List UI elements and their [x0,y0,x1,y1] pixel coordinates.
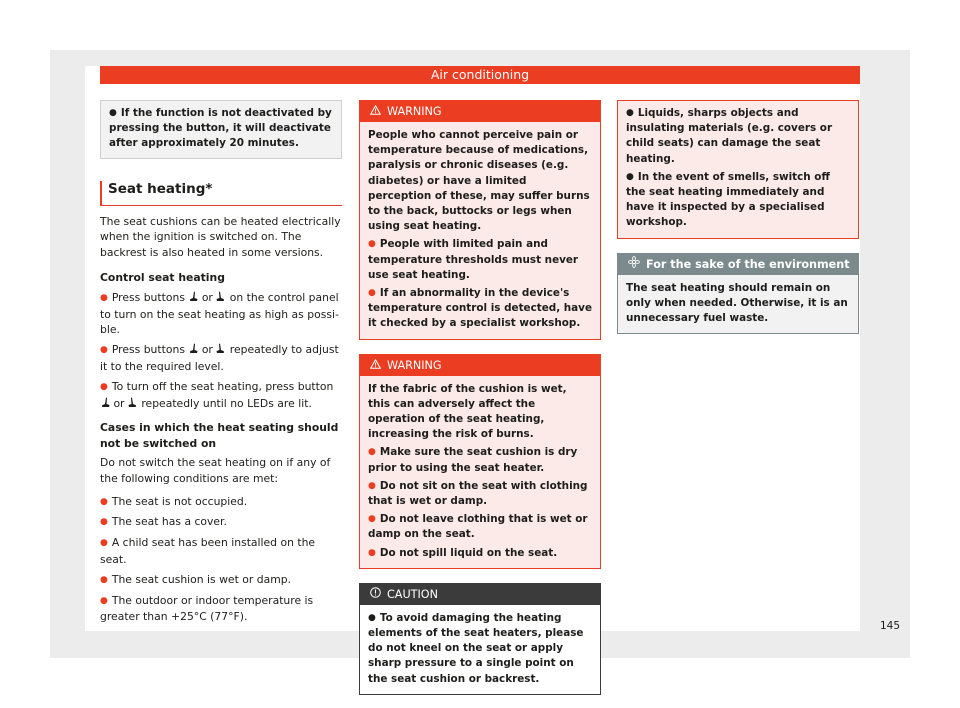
bullet-icon: ● [100,381,108,392]
warning-item [368,445,592,475]
intro-paragraph: The seat cushions can be heated electrically when the ignition is switched on. The backrest is also heated in some versions. [100,214,341,260]
warning-triangle-icon [370,359,381,369]
item-text: Make sure the seat cushion is dry prior to using the seat heater. [368,446,578,474]
control-item [100,342,342,375]
control-heading: Control seat heating [100,271,225,284]
cases-intro: Do not switch the seat heating on if any of the following conditions are met: [100,455,331,485]
warning-label: WARNING [387,358,442,372]
caution-label: CAUTION [387,587,438,601]
bullet-icon: ● [368,288,376,299]
caution-box [359,583,601,695]
item-text: or [201,290,213,304]
warning-item [368,286,592,332]
item-text: or [113,396,125,410]
item-text: or [201,343,213,357]
page-number: 145 [879,620,900,632]
column-left [100,100,342,625]
item-text: The seat has a cover. [111,515,227,529]
item-text: Press buttons [111,343,185,357]
warning-header [360,355,600,376]
bullet-icon: ● [368,612,376,623]
warning-triangle-icon [370,105,381,115]
item-text: repeatedly until no LEDs are lit. [141,396,312,410]
warning-header [360,101,600,122]
item-text: Do not spill liquid on the seat. [379,546,558,559]
chapter-header: Air conditioning [100,66,860,84]
warning-body [360,122,600,339]
bullet-icon: ● [368,480,376,491]
column-middle [359,100,601,695]
caution-text: To avoid damaging the heating elements of the seat heaters, please do not kneel on the seat or apply sharp pressure to a single point on the seat cushion or backrest. [368,611,584,685]
environment-label: For the sake of the environment [646,257,850,271]
warning-continued-box [617,100,859,239]
warning-item [368,479,592,509]
warning-label: WARNING [387,105,442,118]
caution-header [360,584,600,605]
seat-heating-left-icon [188,343,198,354]
seat-heating-right-icon [216,291,226,302]
item-text: If an abnormality in the device's temperature control is detected, have it checked by a specialist workshop. [368,287,592,330]
bullet-icon: ● [100,595,108,606]
list-item [100,535,342,568]
warning-item [626,170,850,231]
bullet-icon: ● [368,514,376,525]
item-text: The seat cushion is wet or damp. [111,572,291,586]
list-item [100,593,342,626]
bullet-icon: ● [368,447,376,458]
seat-heating-left-icon [100,397,110,408]
item-text: Liquids, sharps objects and insulating materials (e.g. covers or child seats) can damage the seat heating. [626,107,833,165]
control-item [100,379,342,412]
bullet-icon: ● [109,108,117,118]
section-title: Seat heating* [100,181,342,206]
note-text: If the function is not deactivated by pressing the button, it will deactivate after approximately 20 minutes. [109,107,332,150]
list-item [100,494,342,511]
seat-heating-right-icon [216,343,226,354]
bullet-icon: ● [368,239,376,250]
control-item [100,290,342,338]
column-right [617,100,859,334]
flower-icon [628,256,640,268]
bullet-icon: ● [100,496,108,507]
bullet-icon: ● [100,292,108,303]
item-text: People with limited pain and temperature thresholds must never use seat heating. [368,238,579,281]
cases-heading: Cases in which the heat seating should not be switched on [100,421,339,451]
warning-item [368,237,592,283]
bullet-icon: ● [100,345,108,356]
seat-heating-left-icon [188,291,198,302]
warning-box [359,100,601,340]
bullet-icon: ● [100,574,108,585]
warning-item [626,106,850,167]
list-item [100,572,342,589]
warning-text: If the fabric of the cushion is wet, this can adversely affect the operation of the seat heating, increasing the risk of burns. [368,382,567,441]
item-text: on the control panel to turn on the seat heating as high as possible. [100,290,339,337]
warning-body [360,376,600,568]
item-text: The outdoor or indoor temperature is greater than +25°C (77°F). [100,593,314,624]
warning-item [368,546,592,561]
caution-body [360,605,600,694]
bullet-icon: ● [100,517,108,528]
item-text: Press buttons [111,290,185,304]
bullet-icon: ● [626,171,634,182]
caution-circle-icon [370,587,381,598]
warning-item [368,512,592,542]
bullet-icon: ● [100,538,108,549]
item-text: To turn off the seat heating, press button [111,379,334,393]
item-text: In the event of smells, switch off the seat heating immediately and have it inspected by a specialised workshop. [626,170,830,229]
item-text: repeatedly to adjust it to the required level. [100,343,339,373]
seat-heating-right-icon [128,397,138,408]
warning-text: People who cannot perceive pain or temperature because of medications, paralysis or chronic diseases (e.g. diabetes) or have a limited perception of these, may suffer burns to the back, buttocks or legs when using seat heating. [368,129,590,233]
environment-text: The seat heating should remain on only when needed. Otherwise, it is an unnecessary fuel waste. [618,275,858,334]
bullet-icon: ● [368,547,376,558]
environment-box [617,253,859,335]
item-text: A child seat has been installed on the seat. [100,536,316,566]
environment-header [618,254,858,275]
item-text: The seat is not occupied. [111,494,248,508]
item-text: Do not leave clothing that is wet or damp on the seat. [368,513,588,541]
item-text: Do not sit on the seat with clothing that is wet or damp. [368,479,588,508]
bullet-icon: ● [626,108,634,118]
note-box [100,100,342,159]
warning-box [359,354,601,569]
list-item [100,514,342,531]
